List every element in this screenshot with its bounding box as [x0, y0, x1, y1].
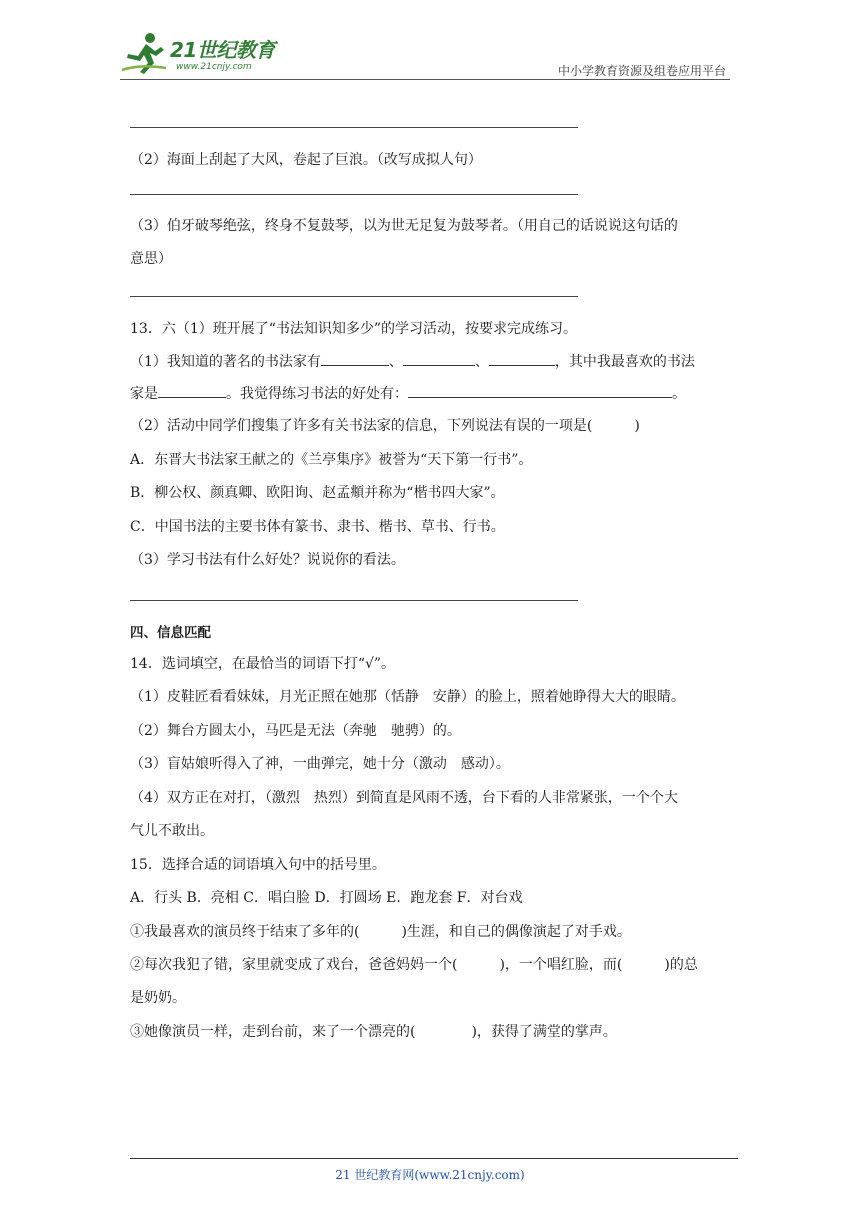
q13-option-a: A．东晋大书法家王献之的《兰亭集序》被誉为“天下第一行书”。	[130, 452, 533, 468]
q14-sub4-line2: 气儿不敢出。	[130, 823, 214, 839]
q14-sub3: （3）盲姑娘听得入了神，一曲弹完，她十分（激动 感动）。	[130, 756, 510, 772]
q14-sub1: （1）皮鞋匠看看妹妹，月光正照在她那（恬静 安静）的脸上，照着她睁得大大的眼睛。	[130, 689, 685, 705]
blank[interactable]	[489, 351, 555, 366]
page-header	[120, 30, 740, 80]
answer-line	[130, 194, 578, 195]
q13-option-c: C．中国书法的主要书体有篆书、隶书、楷书、草书、行书。	[130, 519, 505, 535]
separator: 、	[474, 354, 489, 370]
q13-sub3: （3）学习书法有什么好处？说说你的看法。	[130, 552, 405, 568]
q12-sub3-line1: （3）伯牙破琴绝弦，终身不复鼓琴，以为世无足复为鼓琴者。（用自己的话说说这句话的	[130, 218, 678, 234]
blank[interactable]	[403, 351, 475, 366]
answer-line	[130, 127, 578, 128]
q15-item3: ③她像演员一样，走到台前，来了一个漂亮的( )，获得了满堂的掌声。	[130, 1024, 617, 1040]
q13-sub1-text: 家是	[130, 386, 158, 402]
q13-sub1-text: （1）我知道的著名的书法家有	[130, 354, 321, 370]
q13-sub2: （2）活动中同学们搜集了许多有关书法家的信息，下列说法有误的一项是( )	[130, 418, 640, 434]
q12-sub3-line2: 意思）	[130, 251, 172, 267]
running-man-icon	[120, 30, 168, 76]
q15-options: A．行头 B．亮相 C．唱白脸 D．打圆场 E．跑龙套 F．对台戏	[130, 890, 523, 906]
footer-divider	[130, 1158, 738, 1159]
answer-line	[130, 296, 578, 297]
q13-title: 13．六（1）班开展了“书法知识知多少”的学习活动，按要求完成练习。	[130, 321, 578, 337]
q14-title: 14．选词填空，在最恰当的词语下打“√”。	[130, 656, 396, 672]
q15-title: 15．选择合适的词语填入句中的括号里。	[130, 857, 386, 873]
q14-sub4-line1: （4）双方正在对打，（激烈 热烈）到简直是风雨不透，台下看的人非常紧张，一个个大	[130, 790, 678, 806]
header-platform-text: 中小学教育资源及组卷应用平台	[557, 64, 726, 78]
answer-line	[130, 600, 578, 601]
q13-sub1-text: ，其中我最喜欢的书法	[554, 354, 695, 370]
blank[interactable]	[158, 383, 226, 398]
q15-item1: ①我最喜欢的演员终于结束了多年的( )生涯，和自己的偶像演起了对手戏。	[130, 924, 631, 940]
q13-sub1-line1	[130, 351, 695, 371]
section-heading: 四、信息匹配	[130, 625, 211, 641]
q15-item2-line2: 是奶奶。	[130, 990, 186, 1006]
header-divider	[120, 79, 730, 80]
separator: 、	[388, 354, 403, 370]
site-logo[interactable]	[120, 30, 290, 78]
q14-sub2: （2）舞台方圆太小，马匹是无法（奔驰 驰骋）的。	[130, 723, 461, 739]
q13-sub1-text: 。	[672, 386, 686, 402]
logo-url: www.21cnjy.com	[176, 62, 252, 72]
blank[interactable]	[321, 351, 389, 366]
logo-text: 21世纪教育	[170, 38, 275, 62]
q13-sub1-text: 。我觉得练习书法的好处有：	[226, 386, 408, 402]
q13-option-b: B．柳公权、颜真卿、欧阳询、赵孟頫并称为“楷书四大家”。	[130, 485, 505, 501]
footer-link[interactable]: 21 世纪教育网(www.21cnjy.com)	[335, 1168, 525, 1182]
q12-sub2: （2）海面上刮起了大风，卷起了巨浪。（改写成拟人句）	[130, 152, 482, 168]
q13-sub1-line2	[130, 383, 686, 403]
q15-item2-line1: ②每次我犯了错，家里就变成了戏台，爸爸妈妈一个( )，一个唱红脸，而( )的总	[130, 957, 698, 973]
blank[interactable]	[408, 383, 672, 398]
